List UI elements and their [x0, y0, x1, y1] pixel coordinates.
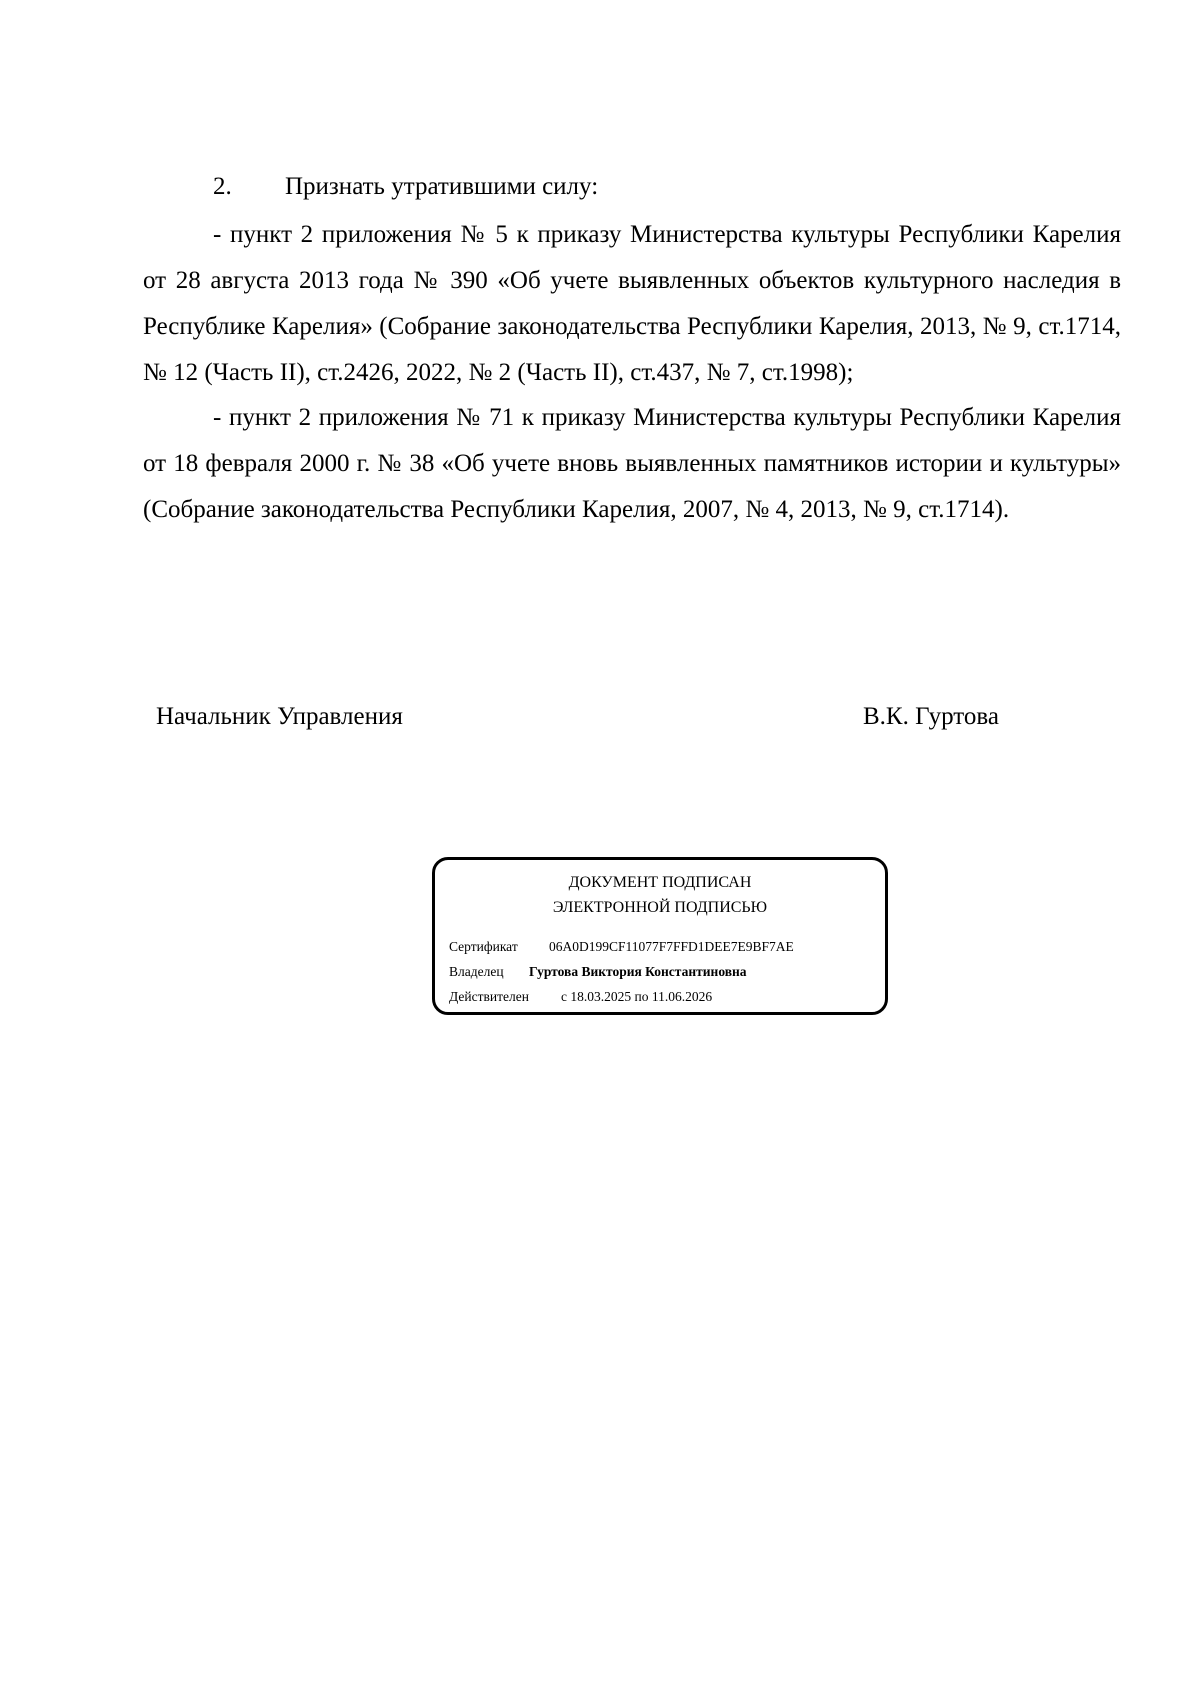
- stamp-validity-row: [449, 988, 712, 1006]
- item-number: 2.: [213, 173, 232, 200]
- signatory-position: Начальник Управления: [156, 703, 403, 730]
- stamp-owner-value: Гуртова Виктория Константиновна: [529, 964, 747, 979]
- stamp-certificate-value: 06A0D199CF11077F7FFD1DEE7E9BF7AE: [549, 939, 794, 954]
- stamp-certificate-row: [449, 938, 794, 956]
- stamp-valid-label: Действителен: [449, 989, 529, 1004]
- stamp-valid-value: с 18.03.2025 по 11.06.2026: [561, 989, 713, 1004]
- electronic-signature-stamp: [432, 857, 888, 1015]
- stamp-owner-row: [449, 963, 747, 981]
- section-item: [213, 170, 598, 204]
- stamp-header-line-2: ЭЛЕКТРОННОЙ ПОДПИСЬЮ: [552, 899, 768, 916]
- paragraph-repeal-1: - пункт 2 приложения № 5 к приказу Министерства культуры Республики Карелия от 28 августа 2013 года № 390 «Об учете выявленных объектов культурного наследия в Республике Карелия» (Собрание законодательства Республики Карелия, 2013, № 9, ст.1714, № 12 (Часть II), ст.2426, 2022, № 2 (Часть II), ст.437, № 7, ст.1998);: [143, 221, 1121, 386]
- paragraph-repeal-2: - пункт 2 приложения № 71 к приказу Министерства культуры Республики Карелия от 18 февраля 2000 г. № 38 «Об учете вновь выявленных памятников истории и культуры» (Собрание законодательства Республики Карелия, 2007, № 4, 2013, № 9, ст.1714).: [143, 404, 1121, 523]
- stamp-header: [435, 870, 885, 920]
- signatory-name: В.К. Гуртова: [863, 703, 999, 730]
- stamp-owner-label: Владелец: [449, 964, 504, 979]
- stamp-certificate-label: Сертификат: [449, 939, 518, 954]
- stamp-header-line-1: ДОКУМЕНТ ПОДПИСАН: [568, 874, 752, 891]
- item-heading: Признать утратившими силу:: [285, 173, 599, 200]
